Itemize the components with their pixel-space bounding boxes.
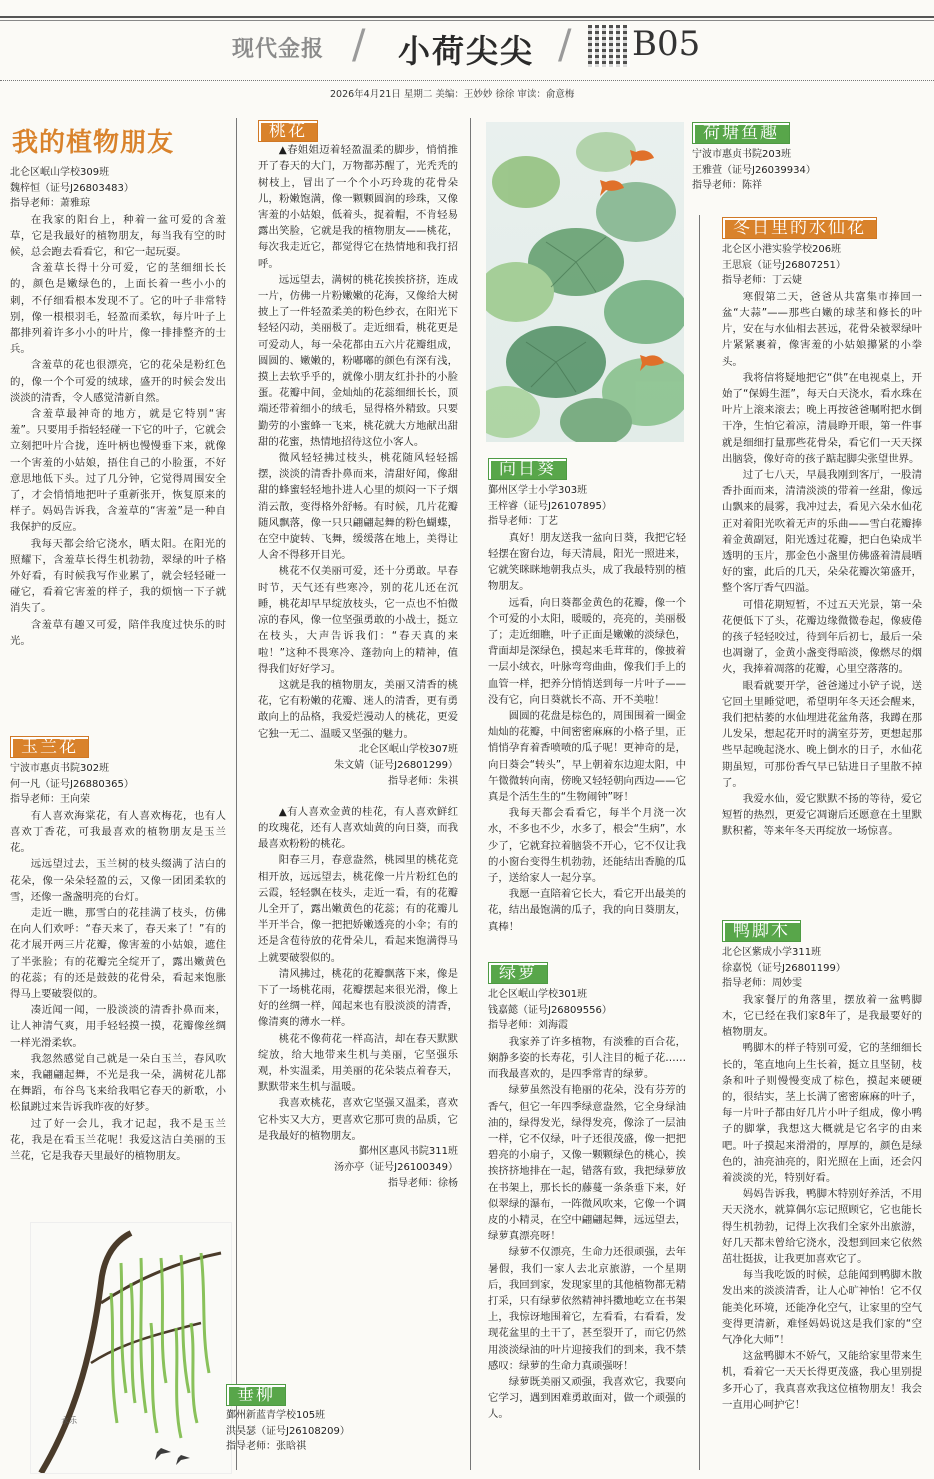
paragraph: 过了好一会儿，我才记起，我不是玉兰花，我是在看玉兰花呢！我爱这洁白美丽的玉兰花，它是我春天里最好的植物朋友。 xyxy=(10,1117,226,1162)
paragraph: 我家餐厅的角落里，摆放着一盆鸭脚木，它已经在我们家8年了，是我最要好的植物朋友。 xyxy=(722,993,922,1039)
paragraph: 凑近闻一闻，一股淡淡的清香扑鼻而来，让人神清气爽，用手轻轻摸一摸，花瓣像丝绸一样光滑柔软。 xyxy=(10,1004,226,1049)
willow-painting xyxy=(30,1222,232,1474)
byline-author: 徐嘉悦（证号J26801199） xyxy=(722,962,846,974)
paragraph: 走近一瞧，那雪白的花挂满了枝头，仿佛在向人们欢呼：“春天来了，春天来了！”有的花才展开两三片花瓣，像害羞的小姑娘，遮住了半张脸；有的花瓣完全绽开了，露出嫩黄色的花蕊；有的还是鼓鼓的花骨朵，看起来饱胀得马上要破裂似的。 xyxy=(10,906,226,1000)
section-name: 小荷尖尖 xyxy=(398,32,535,70)
paragraph: 阳春三月，春意盎然，桃园里的桃花竞相开放，远远望去，桃花像一片片粉红色的云霞，轻轻飘在枝头，走近一看，有的花瓣儿全开了，露出嫩黄色的花蕊；有的花瓣儿半开半合，像一把把娇嫩透亮的小伞；有的还是含苞待放的花骨朵儿，看起来饱满得马上就要破裂似的。 xyxy=(258,854,458,964)
signature-school: 鄞州区惠风书院311班 xyxy=(358,1145,458,1157)
article-tag: 荷塘鱼趣 xyxy=(692,122,790,144)
article-tag: 向日葵 xyxy=(488,458,567,480)
qr-code-icon xyxy=(588,25,630,67)
signature-teacher: 指导老师：徐杨 xyxy=(388,1177,458,1189)
column-rule xyxy=(470,118,471,1470)
paragraph: 我爱水仙，爱它默默不扬的等待，爱它短暂的热烈，更爱它凋谢后还愿意在土里默默积蓄，等来年冬天再绽放一场惊喜。 xyxy=(722,793,922,838)
signature-author: 朱文婧（证号J26801299） xyxy=(334,759,458,771)
paragraph: 桃花不仅美丽可爱，还十分勇敢。早春时节，天气还有些寒冷，别的花儿还在沉睡，桃花却早早绽放枝头，它一点也不怕微凉的春风，像一位坚强勇敢的小战士，挺立在枝头，大声告诉我们：“春天真的来啦！”这种不畏寒冷、蓬勃向上的精神，值得我们好好学习。 xyxy=(258,565,458,675)
page-number: B05 xyxy=(632,24,701,64)
caption-lotus-pond xyxy=(692,122,922,194)
byline-school: 鄞州新蓝青学校105班 xyxy=(226,1410,326,1422)
article-narcissus xyxy=(722,217,922,840)
paragraph: 含羞草有趣又可爱，陪伴我度过快乐的时光。 xyxy=(10,618,226,647)
paragraph: 绿萝不仅漂亮，生命力还很顽强，去年暑假，我们一家人去北京旅游，一个星期后，我回到家，发现家里的其他植物都无精打采，只有绿萝依然精神抖擞地屹立在书架上，我惊讶地围着它，左看看，右看看，发现花盆里的土干了，甚至裂开了，而它仍然用淡淡绿油的叶片迎接我们的到来，我不禁感叹：绿萝的生命力真顽强呀！ xyxy=(488,1246,686,1372)
header-dotted-rule xyxy=(0,80,934,81)
column-rule xyxy=(699,215,700,1470)
article-tag: 垂柳 xyxy=(226,1384,286,1406)
byline-author: 何一凡（证号J26880365） xyxy=(10,778,134,790)
paragraph: 含羞草长得十分可爱，它的茎细细长长的，颜色是嫩绿色的，上面长着一些小小的刺，不仔细看根本发现不了。它的叶子非常特别，像一根根羽毛，轻盈而柔软，每片叶子上都排列着许多小小的叶片，像一排排整齐的士兵。 xyxy=(10,262,226,356)
caption-willow xyxy=(226,1384,426,1455)
paragraph: 我家养了许多植物，有淡雅的百合花，娴静多姿的长寿花，引人注目的栀子花……而我最喜欢的，是四季常青的绿萝。 xyxy=(488,1035,686,1081)
paragraph: ▲有人喜欢金黄的桂花，有人喜欢鲜红的玫瑰花，还有人喜欢灿黄的向日葵，而我最喜欢粉粉的桃花。 xyxy=(258,805,458,851)
paragraph: 在我家的阳台上，种着一盆可爱的含羞草，它是我最好的植物朋友，每当我有空的时候，总会跑去看看它，和它一起玩耍。 xyxy=(10,213,226,258)
byline-teacher: 指导老师：刘海霞 xyxy=(488,1020,568,1032)
byline-school: 北仑区小港实验学校206班 xyxy=(722,244,842,256)
byline-school: 北仑区岷山学校309班 xyxy=(10,167,110,178)
paragraph: 圆圆的花盘是棕色的，周围围着一圈金灿灿的花瓣，中间密密麻麻的小格子里，正悄悄孕育着香喷喷的瓜子呢！更神奇的是，向日葵会“转头”，早上朝着东边迎太阳，中午微微转向南，傍晚又轻轻朝向西边——它真是个活生生的“生物闹钟”呀！ xyxy=(488,709,686,803)
paragraph: 妈妈告诉我，鸭脚木特别好养活，不用天天浇水，就算偶尔忘记照顾它，它也能长得生机勃勃，记得上次我们全家外出旅游，好几天都未曾给它浇水，没想到回来它依然茁壮挺拔，让我更加喜欢它了。 xyxy=(722,1188,922,1265)
paragraph: 我忽然感觉自己就是一朵白玉兰，春风吹来，我翩翩起舞，不光是我一朵，满树花儿都在舞蹈，布谷鸟飞来给我唱它春天的新歌，小松鼠跳过来告诉我昨夜的好梦。 xyxy=(10,1052,226,1114)
byline-teacher: 指导老师：陈祥 xyxy=(692,180,762,192)
willow-illustration xyxy=(31,1223,231,1473)
byline-author: 王梓睿（证号J26107895） xyxy=(488,500,612,512)
header-divider: / xyxy=(558,22,572,68)
byline-teacher: 指导老师：萧雅琼 xyxy=(10,198,90,209)
paragraph: 我喜欢桃花，喜欢它坚强又温柔，喜欢它朴实又大方，更喜欢它那可贵的品质，它是我最好的植物朋友。 xyxy=(258,1097,458,1142)
lotus-pond-painting xyxy=(486,122,684,442)
article-tag: 鸭脚木 xyxy=(722,920,801,942)
byline-school: 北仑区岷山学校301班 xyxy=(488,989,588,1001)
article-pothos xyxy=(488,962,686,1423)
byline-author: 魏梓恒（证号J26803483） xyxy=(10,182,134,194)
signature-author: 汤亦亭（证号J26100349） xyxy=(334,1161,458,1173)
byline-teacher: 指导老师：王向荣 xyxy=(10,794,90,806)
paragraph: 这盆鸭脚木不娇气，又能给家里带来生机，看着它一天天长得更茂盛，我心里别提多开心了，我真喜欢我这位植物朋友！我会一直用心呵护它！ xyxy=(722,1350,922,1411)
lotus-illustration xyxy=(486,122,684,442)
byline-school: 宁波市惠贞书院302班 xyxy=(10,763,110,775)
byline-author: 钱嘉懿（证号J26809556） xyxy=(488,1004,612,1016)
signature-school: 北仑区岷山学校307班 xyxy=(358,743,458,755)
paragraph: 桃花不像荷花一样高洁，却在春天默默绽放，给大地带来生机与美丽，它坚强乐观，朴实温柔，用美丽的花朵装点着春天，默默带来生机与温暖。 xyxy=(258,1032,458,1094)
byline-school: 鄞州区学士小学303班 xyxy=(488,485,588,497)
header-divider: / xyxy=(352,22,366,68)
paragraph: 每当我吃饭的时候，总能闻到鸭脚木散发出来的淡淡清香，让人心旷神怡！它不仅能美化环境，还能净化空气，让家里的空气变得更清新，难怪妈妈说这是我们家的“空气净化大师”！ xyxy=(722,1269,922,1346)
paragraph: 这就是我的植物朋友，美丽又清香的桃花，它有粉嫩的花瓣、迷人的清香，更有勇敢向上的品格，我爱烂漫动人的桃花，更爱它独一无二、温暖又坚强的魅力。 xyxy=(258,678,458,740)
paragraph: 绿萝虽然没有艳丽的花朵，没有芬芳的香气，但它一年四季绿意盎然，它全身绿油油的，绿得发光，绿得发亮，像涂了一层油一样，它不仅绿，叶子还很茂盛，像一把把碧亮的小扇子，又像一颗颗绿色的桃心，挨挨挤挤地排在一起，错落有致，我把绿萝放在书架上，那长长的藤蔓一条条垂下来，好似翠绿的瀑布，一阵微风吹来，它像一个调皮的小精灵，在空中翩翩起舞，远远望去，绿萝真漂亮呀！ xyxy=(488,1084,686,1243)
paragraph: 远看，向日葵都金黄色的花瓣，像一个个可爱的小太阳，暖暖的，亮亮的，美丽极了；走近细瞧，叶子正面是嫩嫩的淡绿色，背面却是深绿色，摸起来毛茸茸的，像披着一层小绒衣，叶脉弯弯曲曲，像我们手上的血管一样，把养分悄悄送到每一片叶子——没有它，向日葵就长不高、开不美啦！ xyxy=(488,596,686,706)
paragraph: 真好！朋友送我一盆向日葵，我把它轻轻摆在窗台边，每天清晨，阳光一照进来，它就笑眯眯地朝我点头，成了我最特别的植物朋友。 xyxy=(488,531,686,593)
byline-author: 王雅萱（证号J26039934） xyxy=(692,164,816,176)
article-tag: 桃花 xyxy=(258,120,318,142)
column-rule xyxy=(236,118,237,1470)
paragraph: 含羞草的花也很漂亮，它的花朵是粉红色的，像一个个可爱的绒球，盛开的时候会发出淡淡的清香，令人感觉清新自然。 xyxy=(10,359,226,404)
article-schefflera xyxy=(722,920,922,1413)
paragraph: 绿萝既美丽又顽强，我喜欢它，我要向它学习，遇到困难勇敢面对，做一个顽强的人。 xyxy=(488,1375,686,1421)
byline-teacher: 指导老师：周妙雯 xyxy=(722,978,802,990)
paragraph: 含羞草最神奇的地方，就是它特别“害羞”。只要用手指轻轻碰一下它的叶子，它就会立刻把叶片合拢，连叶柄也慢慢垂下来，就像一个害羞的小姑娘，捂住自己的小脸蛋，不好意思地低下头。过了几分钟，它觉得周围安全了，才会悄悄地把叶子重新张开，恢复原来的样子。妈妈告诉我，含羞草的“害羞”是一种自我保护的反应。 xyxy=(10,407,226,534)
paragraph: 可惜花期短暂，不过五天光景，第一朵花便低下了头，花瓣边缘微微卷起，像疲倦的孩子轻轻咬过，待到年后初七，最后一朵也凋谢了，金黄小盏变得暗淡，像燃尽的烟火，我捧着凋落的花瓣，心里空落落的。 xyxy=(722,598,922,676)
paragraph: 寒假第二天，爸爸从共富集市捧回一盆“大蒜”——那些白嫩的球茎和修长的叶片，安在与水仙相去甚远，花骨朵被翠绿叶片紧紧裹着，像害羞的小姑娘攥紧的小拳头。 xyxy=(722,290,922,368)
byline-teacher: 指导老师：张晗祺 xyxy=(226,1441,306,1453)
paragraph: 微风轻轻拂过枝头，桃花随风轻轻摇摆，淡淡的清香扑鼻而来，清甜好闻，像甜甜的蜂蜜轻轻地扑进人心里的烦闷一下子烟消云散，变得格外舒畅。有时候，几片花瓣随风飘落，像一只只翩翩起舞的粉色蝴蝶，在空中旋转、飞舞，缓缓落在地上，美得让人舍不得移开目光。 xyxy=(258,452,458,562)
byline-school: 北仑区紫成小学311班 xyxy=(722,947,822,959)
paper-name: 现代金报 xyxy=(232,37,325,62)
byline-school: 宁波市惠贞书院203班 xyxy=(692,149,792,161)
article-sunflower xyxy=(488,458,686,935)
issue-meta: 2026年4月21日 星期二 美编：王妙妙 徐徐 审读：俞意梅 xyxy=(330,89,575,100)
paragraph: 远远望去，满树的桃花挨挨挤挤，连成一片，仿佛一片粉嫩嫩的花海，又像给大树披上了一件轻盈柔美的粉色纱衣，在阳光下轻轻闪动，美丽极了。走近细看，桃花更是可爱动人，每一朵花都由五六片花瓣组成，圆圆的、嫩嫩的，粉嘟嘟的颜色有深有浅，摸上去软乎乎的，就像小朋友红扑扑的小脸蛋。花瓣中间，金灿灿的花蕊细细长长，顶端还带着细小的绒毛，显得格外精致。只要勤劳的小蜜蜂一飞来，桃花就大方地献出甜甜的花蜜，热情地招待这位小客人。 xyxy=(258,273,458,448)
article-tag: 冬日里的水仙花 xyxy=(722,217,877,239)
main-title: 我的植物朋友 xyxy=(12,128,175,158)
article-mimosa xyxy=(10,165,226,649)
byline-author: 王思宸（证号J26807251） xyxy=(722,259,846,271)
article-tag: 玉兰花 xyxy=(10,736,89,758)
byline-author: 洪昊瑟（证号J26108209） xyxy=(226,1425,350,1437)
paragraph: 我将信将疑地把它“供”在电视桌上，开始了“保姆生涯”，每天白天浇水，看水珠在叶片上滚来滚去；晚上再按爸爸嘱咐把水倒干净，生怕它着凉，清晨睁开眼，第一件事就是细细打量那些花骨朵，看它们一天天探出脑袋，像好奇的孩子踮起脚尖张望世界。 xyxy=(722,371,922,465)
paragraph: 我每天都会看看它，每半个月浇一次水，不多也不少，水多了，根会“生病”，水少了，它就耷拉着脑袋不开心，它不仅让我的小窗台变得生机勃勃，还能结出香脆的瓜子，送给家人一起分享。 xyxy=(488,807,686,884)
paragraph: 眼看就要开学，爸爸递过小铲子说，送它回土里睡觉吧，希望明年冬天还会醒来，我们把枯萎的水仙埋进花盆角落，我蹲在那儿发呆，想起花开时的满室芬芳，更想起那些早起晚起浇水、晚上倒水的日子，水仙花期虽短，可那份香气早已钻进日子里散不掉了。 xyxy=(722,679,922,789)
byline-teacher: 指导老师：丁艺 xyxy=(488,516,558,528)
page-header xyxy=(0,0,934,80)
paragraph: 鸭脚木的样子特别可爱，它的茎细细长长的，笔直地向上生长着，挺立且坚韧，枝条和叶子则慢慢变成了棕色，摸起来硬硬的，很结实，茎上长满了密密麻麻的叶子，每一片叶子都由好几片小叶子组成，像小鸭子的脚掌，我想这大概就是它名字的由来吧。叶子摸起来滑滑的，厚厚的，颜色是绿色的，油亮油亮的，阳光照在上面，还会闪着淡淡的光，特别好看。 xyxy=(722,1042,922,1184)
article-tag: 绿萝 xyxy=(488,962,548,984)
byline-teacher: 指导老师：丁云婕 xyxy=(722,275,802,287)
paragraph: 我每天都会给它浇水，晒太阳。在阳光的照耀下，含羞草长得生机勃勃，翠绿的叶子格外好看，有时候我写作业累了，就会轻轻碰一碰它，看着它害羞的样子，我的烦恼一下子就消失了。 xyxy=(10,537,226,615)
paragraph: 远远望过去，玉兰树的枝头缀满了洁白的花朵，像一朵朵轻盈的云，又像一团团柔软的雪，还像一盏盏明亮的台灯。 xyxy=(10,858,226,903)
svg-text:永乐: 永乐 xyxy=(61,1416,77,1425)
article-peach-blossom xyxy=(258,120,458,1192)
signature-teacher: 指导老师：朱祺 xyxy=(388,775,458,787)
paragraph: ▲春姐姐迈着轻盈温柔的脚步，悄悄推开了春天的大门，万物都苏醒了，光秃秃的树枝上，冒出了一个个小巧玲珑的花骨朵儿，粉嫩饱满，像一颗颗圆润的珍珠，又像害羞的小姑娘，低着头，捉着帽，不肯轻易露出笑脸，它就是我的植物朋友——桃花，每次我走近它，都觉得它在热情地和我打招呼。 xyxy=(258,144,458,270)
paragraph: 有人喜欢海棠花，有人喜欢梅花，也有人喜欢丁香花，可我最喜欢的植物朋友是玉兰花。 xyxy=(10,809,226,855)
article-magnolia xyxy=(10,736,226,1164)
paragraph: 我愿一直陪着它长大，看它开出最美的花，结出最饱满的瓜子，我的向日葵朋友，真棒！ xyxy=(488,888,686,933)
paragraph: 清风拂过，桃花的花瓣飘落下来，像是下了一场桃花雨，花瓣摆起来很光滑，像上好的丝绸一样，闻起来也有股淡淡的清香，像清爽的薄水一样。 xyxy=(258,967,458,1029)
paragraph: 过了七八天，早晨我刚到客厅，一股清香扑面而来，清清淡淡的带着一丝甜，像远山飘来的晨雾，我冲过去，看见六朵水仙花正对着阳光吹着无声的乐曲——雪白花瓣捧着金黄副冠，阳光透过花瓣，把白色染成半透明的玉片，那金色小盏里仿佛盛着清晨晒好的蜜，此后的几天，朵朵花瓣次第盛开，整个客厅香气四溢。 xyxy=(722,468,922,595)
